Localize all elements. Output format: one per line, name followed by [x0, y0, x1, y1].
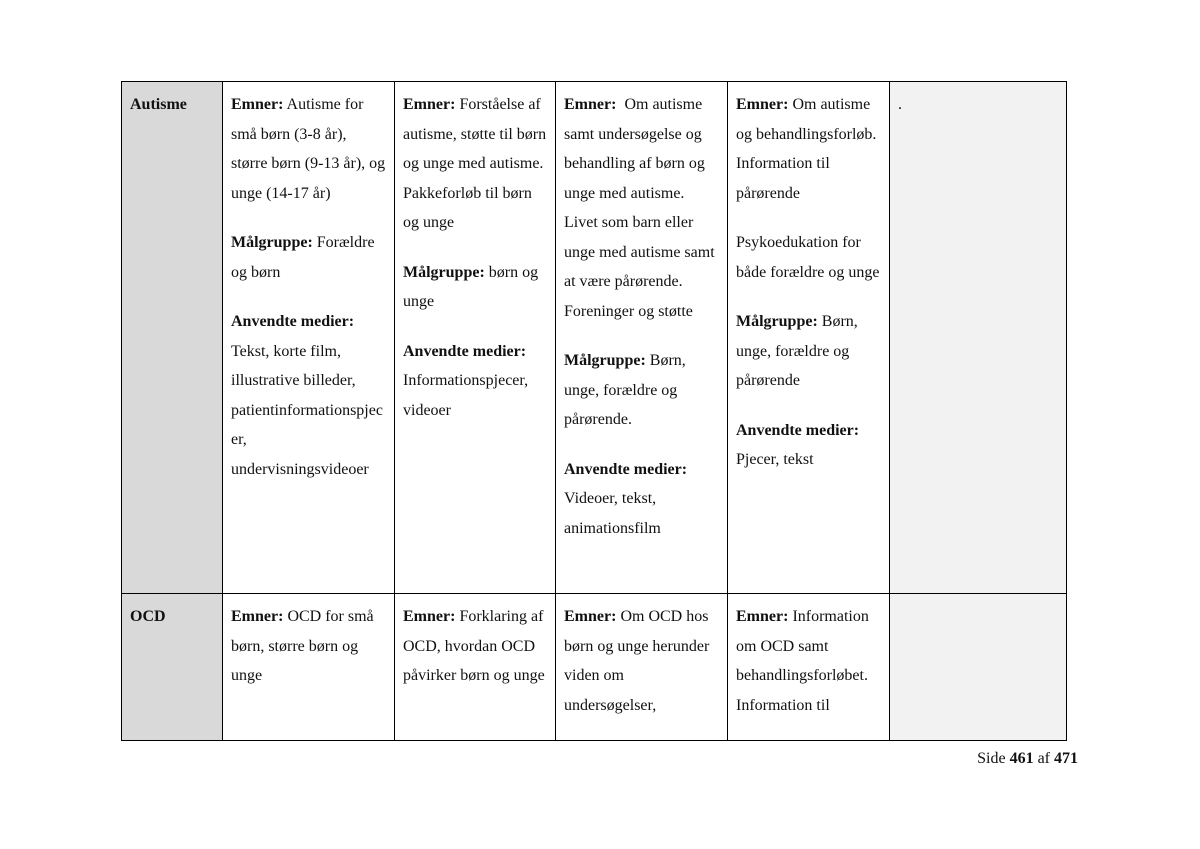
medier-paragraph: Anvendte medier: Tekst, korte film, illustrative billeder, patientinformationspjecer, undervisningsvideoer: [231, 313, 383, 478]
page-prefix: Side: [977, 750, 1010, 767]
notes-cell: [890, 594, 1067, 741]
medier-paragraph: Anvendte medier: Informationspjecer, videoer: [403, 342, 533, 419]
emner-paragraph: Emner: Forståelse af autisme, støtte til børn og unge med autisme. Pakkeforløb til børn og unge: [403, 96, 551, 231]
medier-paragraph: Anvendte medier: Pjecer, tekst: [736, 421, 864, 468]
total-pages: 471: [1054, 750, 1078, 767]
malgruppe-paragraph: Målgruppe: børn og unge: [403, 263, 543, 310]
source-cell-3: [556, 594, 728, 741]
page-number: [977, 750, 1078, 768]
table-row-ocd: [122, 594, 1067, 741]
page-separator: af: [1033, 750, 1054, 767]
table-row-autisme: [122, 82, 1067, 594]
notes-cell: .: [890, 82, 1067, 594]
current-page: 461: [1009, 750, 1034, 767]
source-cell-1: [223, 82, 395, 594]
source-cell-2: [395, 82, 556, 594]
topic-cell: Autisme: [122, 82, 223, 594]
source-cell-1: [223, 594, 395, 741]
medier-paragraph: Anvendte medier: Videoer, tekst, animationsfilm: [564, 460, 691, 537]
topic-cell: OCD: [122, 594, 223, 741]
extra-paragraph: Psykoedukation for både forældre og unge: [736, 234, 880, 281]
source-cell-3: [556, 82, 728, 594]
emner-paragraph: Emner: Information om OCD samt behandlingsforløbet. Information til: [736, 608, 873, 714]
emner-paragraph: Emner: Om OCD hos børn og unge herunder viden om undersøgelser,: [564, 608, 714, 714]
content-table: [121, 81, 1067, 741]
malgruppe-paragraph: Målgruppe: Forældre og børn: [231, 234, 379, 281]
emner-paragraph: Emner: OCD for små børn, større børn og unge: [231, 608, 378, 684]
malgruppe-paragraph: Målgruppe: Børn, unge, forældre og pårørende.: [564, 352, 690, 428]
source-cell-4: [728, 594, 890, 741]
emner-paragraph: Emner: Forklaring af OCD, hvordan OCD påvirker børn og unge: [403, 608, 548, 684]
emner-paragraph: Emner: Autisme for små børn (3-8 år), større børn (9-13 år), og unge (14-17 år): [231, 96, 390, 202]
emner-paragraph: Emner: Om autisme samt undersøgelse og behandling af børn og unge med autisme. Livet som barn eller unge med autisme samt at være pårørende. Foreninger og støtte: [564, 96, 719, 320]
malgruppe-paragraph: Målgruppe: Børn, unge, forældre og pårørende: [736, 313, 862, 389]
source-cell-4: [728, 82, 890, 594]
source-cell-2: [395, 594, 556, 741]
emner-paragraph: Emner: Om autisme og behandlingsforløb. Information til pårørende: [736, 96, 881, 202]
